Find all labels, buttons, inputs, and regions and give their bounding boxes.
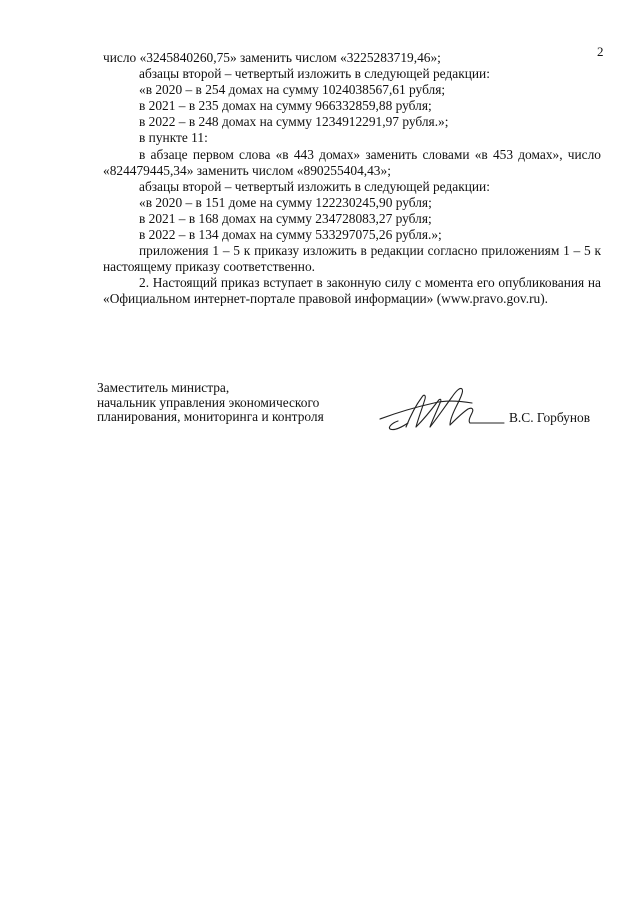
order-body-text [103, 50, 601, 308]
paragraph-line: абзацы второй – четвертый изложить в следующей редакции: [139, 178, 490, 194]
signatory-position-line: начальник управления экономического [97, 394, 320, 410]
paragraph-line: в 2021 – в 168 домах на сумму 234728083,27 рубля; [139, 210, 432, 226]
paragraph-line: «в 2020 – в 151 доме на сумму 122230245,90 рубля; [139, 194, 432, 210]
paragraph-line: «в 2020 – в 254 домах на сумму 1024038567,61 рубля; [139, 82, 446, 98]
paragraph-line: приложения 1 – 5 к приказу изложить в редакции согласно приложениям 1 – 5 к настоящему приказу соответственно. [103, 243, 601, 275]
signatory-position-line: Заместитель министра, [97, 380, 230, 395]
paragraph-line: в 2022 – в 134 домах на сумму 533297075,26 рубля.»; [139, 227, 442, 243]
paragraph-line: в пункте 11: [139, 130, 208, 146]
paragraph-line: в 2022 – в 248 домах на сумму 1234912291,97 рубля.»; [139, 114, 449, 130]
paragraph-line: число «3245840260,75» заменить числом «3225283719,46»; [103, 50, 441, 65]
signatory-position [97, 381, 324, 425]
paragraph-line: 2. Настоящий приказ вступает в законную силу с момента его опубликования на «Официальном интернет-портале правовой информации» (www.pravo.gov.ru). [103, 275, 601, 307]
signer-name: В.С. Горбунов [509, 410, 591, 425]
paragraph-line: в абзаце первом слова «в 443 домах» заменить словами «в 453 домах», число «824479445,34» заменить числом «890255404,43»; [103, 146, 601, 178]
handwritten-signature-icon [376, 383, 506, 435]
paragraph-line: в 2021 – в 235 домах на сумму 966332859,88 рубля; [139, 98, 432, 114]
paragraph-line: абзацы второй – четвертый изложить в следующей редакции: [139, 66, 490, 82]
signatory-position-line: планирования, мониторинга и контроля [97, 409, 324, 425]
page-number: 2 [597, 44, 604, 59]
